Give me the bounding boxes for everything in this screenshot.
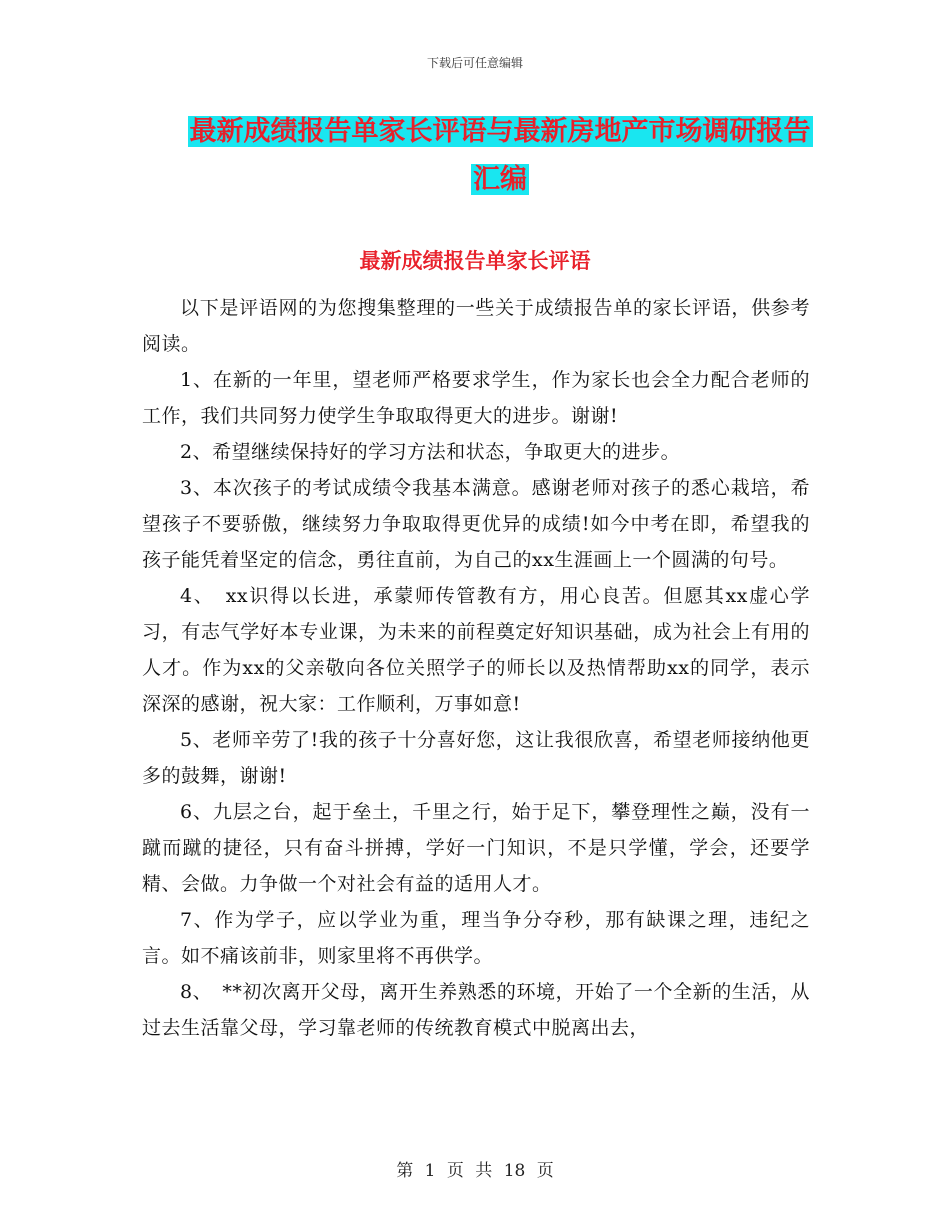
- title-line-1: 最新成绩报告单家长评语与最新房地产市场调研报告: [189, 116, 811, 147]
- paragraph-3: 3、本次孩子的考试成绩令我基本满意。感谢老师对孩子的悉心栽培，希望孩子不要骄傲，继续努力争取取得更优异的成绩!如今中考在即，希望我的孩子能凭着坚定的信念，勇往直前，为自己的xx生涯画上一个圆满的句号。: [142, 477, 810, 571]
- paragraph-4: 4、 xx识得以长进，承蒙师传管教有方，用心良苦。但愿其xx虚心学习，有志气学好本专业课，为未来的前程奠定好知识基础，成为社会上有用的人才。作为xx的父亲敬向各位关照学子的师长以及热情帮助xx的同学，表示深深的感谢，祝大家：工作顺利，万事如意!: [142, 585, 810, 715]
- body-text: [142, 290, 810, 1046]
- paragraph-7: 7、作为学子，应以学业为重，理当争分夺秒，那有缺课之理，违纪之言。如不痛该前非，则家里将不再供学。: [142, 909, 810, 967]
- page-footer: 第 1 页 共 18 页: [396, 1161, 554, 1181]
- paragraph-1: 1、在新的一年里，望老师严格要求学生，作为家长也会全力配合老师的工作，我们共同努力使学生争取取得更大的进步。谢谢!: [142, 369, 810, 427]
- paragraph-8: 8、 **初次离开父母，离开生养熟悉的环境，开始了一个全新的生活，从过去生活靠父母，学习靠老师的传统教育模式中脱离出去，: [142, 981, 810, 1039]
- header-note: 下载后可任意编辑: [426, 56, 523, 70]
- paragraph-6: 6、九层之台，起于垒土，千里之行，始于足下，攀登理性之巅，没有一蹴而蹴的捷径，只有奋斗拼搏，学好一门知识，不是只学懂，学会，还要学精、会做。力争做一个对社会有益的适用人才。: [142, 801, 810, 895]
- document-title: [150, 108, 850, 204]
- title-line-2: 汇编: [473, 164, 527, 195]
- paragraph-intro: 以下是评语网的为您搜集整理的一些关于成绩报告单的家长评语，供参考阅读。: [142, 297, 810, 355]
- paragraph-2: 2、希望继续保持好的学习方法和状态，争取更大的进步。: [180, 441, 681, 463]
- section-title: 最新成绩报告单家长评语: [359, 249, 591, 273]
- paragraph-5: 5、老师辛劳了!我的孩子十分喜好您，这让我很欣喜，希望老师接纳他更多的鼓舞，谢谢!: [142, 729, 810, 787]
